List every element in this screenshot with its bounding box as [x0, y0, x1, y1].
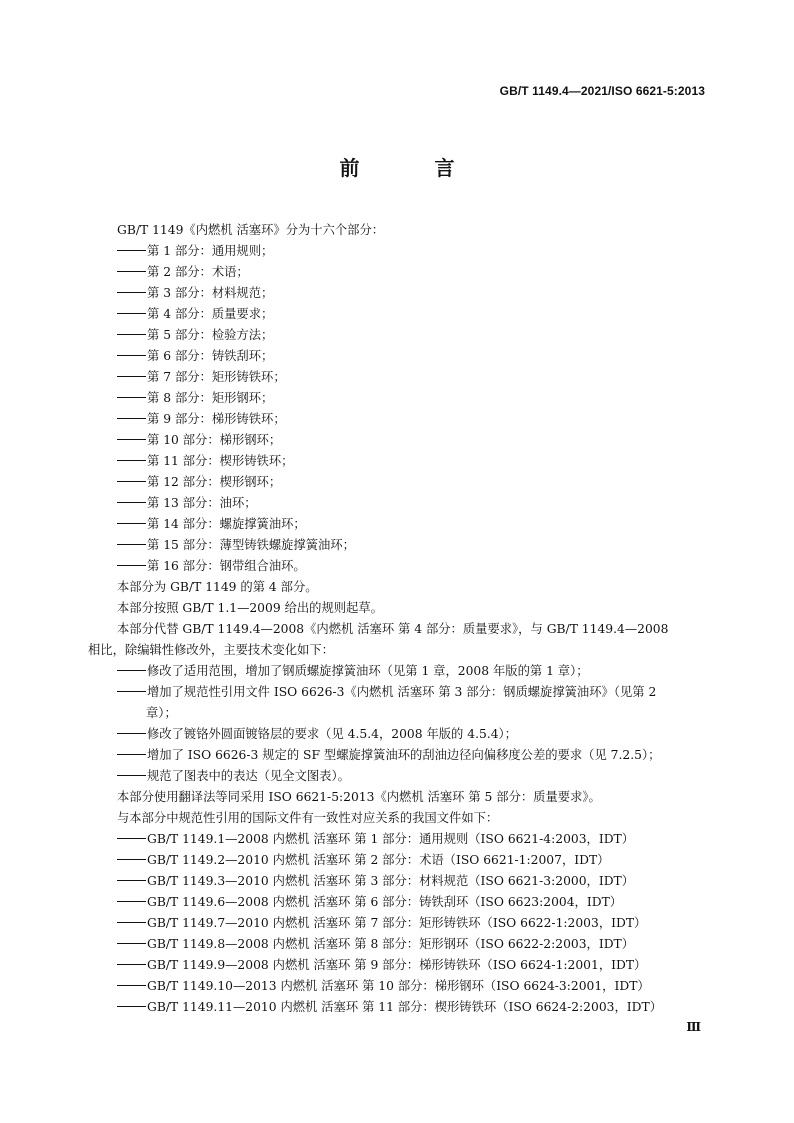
em-dash-marker	[117, 754, 146, 755]
replacement-line: 本部分代替 GB/T 1149.4—2008《内燃机 活塞环 第 4 部分：质量要求》，与 GB/T 1149.4—2008	[117, 622, 669, 636]
em-dash-marker	[117, 397, 146, 398]
list-item: 增加了规范性引用文件 ISO 6626-3《内燃机 活塞环 第 3 部分：钢质螺旋撑簧油环》（见第 2	[88, 682, 708, 703]
list-item: GB/T 1149.7—2010 内燃机 活塞环 第 7 部分：矩形铸铁环（ISO 6622-1:2003，IDT）	[88, 913, 708, 934]
parts-list	[88, 241, 708, 577]
em-dash-marker	[117, 1006, 146, 1007]
list-item: 第 12 部分：楔形钢环；	[88, 472, 708, 493]
standard-code-header: GB/T 1149.4—2021/ISO 6621-5:2013	[499, 84, 705, 98]
list-item: 第 15 部分：薄型铸铁螺旋撑簧油环；	[88, 535, 708, 556]
list-item: 第 5 部分：检验方法；	[88, 325, 708, 346]
em-dash-marker	[117, 901, 146, 902]
list-item: 第 3 部分：材料规范；	[88, 283, 708, 304]
list-item: 第 9 部分：梯形铸铁环；	[88, 409, 708, 430]
list-item: GB/T 1149.9—2008 内燃机 活塞环 第 9 部分：梯形铸铁环（ISO 6624-1:2001，IDT）	[88, 955, 708, 976]
em-dash-marker	[117, 859, 146, 860]
list-item: GB/T 1149.11—2010 内燃机 活塞环 第 11 部分：楔形铸铁环（ISO 6624-2:2003，IDT）	[88, 997, 708, 1018]
em-dash-marker	[117, 439, 146, 440]
list-item-continuation: 章）；	[146, 706, 177, 720]
list-item: 增加了 ISO 6626-3 规定的 SF 型螺旋撑簧油环的刮油边径向偏移度公差的要求（见 7.2.5）；	[88, 745, 708, 766]
em-dash-marker	[117, 292, 146, 293]
list-item: 第 1 部分：通用规则；	[88, 241, 708, 262]
em-dash-marker	[117, 250, 146, 251]
replacement-line: 相比，除编辑性修改外，主要技术变化如下：	[88, 643, 334, 657]
em-dash-marker	[117, 964, 146, 965]
em-dash-marker	[117, 460, 146, 461]
list-item: GB/T 1149.3—2010 内燃机 活塞环 第 3 部分：材料规范（ISO 6621-3:2000，IDT）	[88, 871, 708, 892]
list-item: GB/T 1149.1—2008 内燃机 活塞环 第 1 部分：通用规则（ISO 6621-4:2003，IDT）	[88, 829, 708, 850]
page-number: Ⅲ	[686, 1020, 701, 1034]
list-item: 第 8 部分：矩形钢环；	[88, 388, 708, 409]
list-item: 第 11 部分：楔形铸铁环；	[88, 451, 708, 472]
technical-changes-list	[88, 661, 708, 787]
em-dash-marker	[117, 565, 146, 566]
page-title: 前 言	[339, 156, 489, 180]
intro-paragraph: GB/T 1149《内燃机 活塞环》分为十六个部分：	[117, 223, 385, 237]
em-dash-marker	[117, 838, 146, 839]
list-item: 第 7 部分：矩形铸铁环；	[88, 367, 708, 388]
list-item: GB/T 1149.6—2008 内燃机 活塞环 第 6 部分：铸铁刮环（ISO 6623:2004，IDT）	[88, 892, 708, 913]
em-dash-marker	[117, 544, 146, 545]
translation-paragraph: 本部分使用翻译法等同采用 ISO 6621-5:2013《内燃机 活塞环 第 5 部分：质量要求》。	[117, 790, 601, 804]
list-item: 第 14 部分：螺旋撑簧油环；	[88, 514, 708, 535]
em-dash-marker	[117, 880, 146, 881]
em-dash-marker	[117, 733, 146, 734]
drafting-rules-paragraph: 本部分按照 GB/T 1.1—2009 给出的规则起草。	[117, 601, 383, 615]
em-dash-marker	[117, 481, 146, 482]
em-dash-marker	[117, 922, 146, 923]
em-dash-marker	[117, 943, 146, 944]
list-item: 修改了适用范围，增加了钢质螺旋撑簧油环（见第 1 章，2008 年版的第 1 章）；	[88, 661, 708, 682]
list-item: 修改了镀铬外圆面镀铬层的要求（见 4.5.4，2008 年版的 4.5.4）；	[88, 724, 708, 745]
list-item: 第 10 部分：梯形钢环；	[88, 430, 708, 451]
replacement-paragraph	[88, 619, 708, 661]
em-dash-marker	[117, 691, 146, 692]
reference-documents-list	[88, 829, 708, 1018]
part-number-paragraph: 本部分为 GB/T 1149 的第 4 部分。	[117, 580, 318, 594]
em-dash-marker	[117, 523, 146, 524]
list-item: 第 13 部分：油环；	[88, 493, 708, 514]
document-body	[88, 220, 708, 1018]
list-item: 第 6 部分：铸铁刮环；	[88, 346, 708, 367]
em-dash-marker	[117, 775, 146, 776]
list-item: 第 16 部分：钢带组合油环。	[88, 556, 708, 577]
em-dash-marker	[117, 670, 146, 671]
list-item: GB/T 1149.2—2010 内燃机 活塞环 第 2 部分：术语（ISO 6621-1:2007，IDT）	[88, 850, 708, 871]
list-item: 第 4 部分：质量要求；	[88, 304, 708, 325]
em-dash-marker	[117, 418, 146, 419]
em-dash-marker	[117, 376, 146, 377]
list-item: GB/T 1149.10—2013 内燃机 活塞环 第 10 部分：梯形钢环（ISO 6624-3:2001，IDT）	[88, 976, 708, 997]
list-item: 规范了图表中的表达（见全文图表）。	[88, 766, 708, 787]
correspondence-paragraph: 与本部分中规范性引用的国际文件有一致性对应关系的我国文件如下：	[117, 811, 499, 825]
em-dash-marker	[117, 502, 146, 503]
em-dash-marker	[117, 271, 146, 272]
list-item: 第 2 部分：术语；	[88, 262, 708, 283]
em-dash-marker	[117, 334, 146, 335]
em-dash-marker	[117, 355, 146, 356]
em-dash-marker	[117, 985, 146, 986]
list-item: GB/T 1149.8—2008 内燃机 活塞环 第 8 部分：矩形钢环（ISO 6622-2:2003，IDT）	[88, 934, 708, 955]
em-dash-marker	[117, 313, 146, 314]
